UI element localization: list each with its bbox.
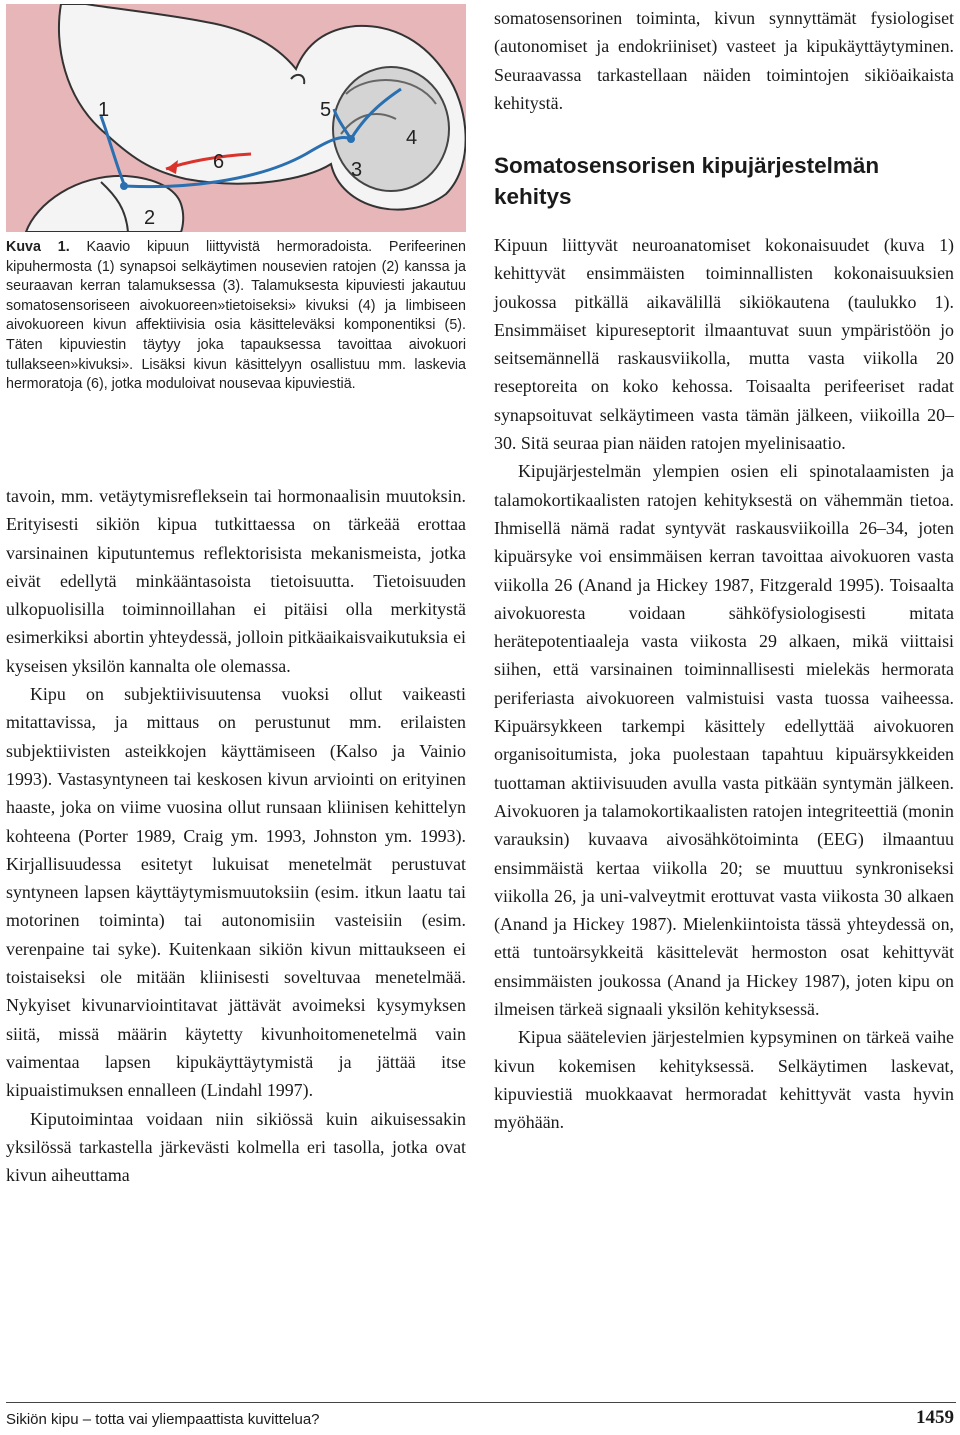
right-paragraph-2: Kipujärjestelmän ylempien osien eli spinotalaamisten ja talamokortikaalisten ratojen kehityksestä on vähemmän tietoa. Ihmisellä nämä radat syntyvät raskausviikoilla 26–34, joten kipuärsyke voi ensimmäisen kerran tavoittaa aivokuoren vasta viikolla 26 (Anand ja Hickey 1987, Fitzgerald 1995). Toisaalta aivokuoresta voidaan sähköfysiologisesti mitata herätepotentiaaleja vasta viikosta 29 alkaen, mikä viittaisi siihen, että varsinainen toiminnallisesti mielekäs hermorata periferiasta aivokuoreen valmistuisi vasta tuossa vaiheessa. Kipuärsykkeen tarkempi käsittely edellyttää aivokuoren organisoitumista, joka puolestaan tapahtuu kipuärsykkeiden tuottaman aktiivisuuden avulla vasta pitkään syntymän jälkeen. Aivokuoren ja talamokortikaalisten ratojen integriteettiä (monin varauksin) kuvaava aivosähkötoiminta (EEG) ilmaantuu ensimmäistä kertaa viikolla 20; se muuttuu synkroniseksi viikolla 26, ja uni-valveytmit erottuvat vasta viikosta 30 alkaen (Anand ja Hickey 1987). Mielenkiintoista tässä yhteydessä on, että tuntoärsykkeitä käsittelevät hermoston osat kehittyvät ensimmäisten joukossa (Anand ja Hickey 1987), joten kipu on ilmeisen tärkeä signaali yksilön kehityksessä. xyxy=(494,461,954,1020)
synapse-dot xyxy=(120,182,128,190)
section-heading: Somatosensorisen kipujärjestelmän kehitys xyxy=(494,153,880,209)
synapse-dot xyxy=(347,135,355,143)
figure-label-3: 3 xyxy=(351,159,363,181)
figure-label-5: 5 xyxy=(320,99,332,121)
figure-label-4: 4 xyxy=(406,127,418,149)
right-paragraph-3: Kipua säätelevien järjestelmien kypsyminen on tärkeä vaihe kivun kokemisen kehityksessä. Selkäytimen laskevat, kipuviestiä muokkaavat hermoradat kehittyvät vasta hyvin myöhään. xyxy=(494,1027,954,1133)
left-paragraph-3: Kiputoimintaa voidaan niin sikiössä kuin aikuisessakin yksilössä tarkastella järkevästi kolmella eri tasolla, jotka ovat kivun aiheuttama xyxy=(6,1108,466,1186)
left-column xyxy=(6,482,466,1189)
figure-label-1: 1 xyxy=(98,99,110,121)
figure-caption xyxy=(6,238,466,395)
fetus-diagram xyxy=(6,4,466,232)
figure-label-2: 2 xyxy=(144,207,156,229)
caption-text: Kaavio kipuun liittyvistä hermoradoista. Perifeerinen kipuhermosta (1) synapsoi selkäytimen nousevien ratojen (2) kanssa ja seuraavan kerran talamuksessa (3). Talamuksesta kipuviesti jakautuu somatosensoriseen aivokuoreen»tietoiseksi» kivuksi (4) ja limbiseen aivokuoreen kivun affektiivisia osia käsitteleväksi komponentiksi (5). Täten kipuviestin täytyy joka tapauksessa tavoittaa aivokuori tullakseen»kivuksi». Lisäksi kivun käsittelyyn osallistuu mm. laskevia hermoratoja (6), jotka moduloivat nousevaa kipuviestiä. xyxy=(6,239,467,393)
right-paragraph-1: Kipuun liittyvät neuroanatomiset kokonaisuudet (kuva 1) kehittyvät ensimmäisten toiminnallisten kokonaisuuksien joukossa pitkällä aikavälillä sikiökautena (taulukko 1). Ensimmäiset kipureseptorit ilmaantuvat suun ympäristöön jo seitsemännellä raskausviikolla, mutta vasta viikolla 20 reseptoreita on koko kehossa. Toisaalta perifeeriset radat synapsoituvat selkäytimeen vasta tämän jälkeen, viikoilla 20–30. Sitä seuraa pian näiden ratojen myelinisaatio. xyxy=(494,235,954,454)
left-paragraph-2: Kipu on subjektiivisuutensa vuoksi ollut vaikeasti mitattavissa, ja mittaus on perustunut mm. erilaisten subjektiivisten asteikkojen käyttämiseen (Kalso ja Vainio 1993). Vastasyntyneen tai keskosen kivun arviointi on erityinen haaste, joka on viime vuosina ollut runsaan kliinisen kehittelyn kohteena (Porter 1989, Craig ym. 1993, Johnston ym. 1993). Kirjallisuudessa esitetyt lukuisat menetelmät perustuvat syntyneen lapsen käyttäytymismuutoksiin (esim. itkun laatu tai motorinen toiminta) tai autonomisiin vasteisiin (esim. verenpaine tai syke). Kuitenkaan sikiön kivun mittaukseen ei toistaiseksi ole mitään kliinisesti soveltuvaa menetelmää. Nykyiset kivunarviointitavat jättävät avoimeksi kysymyksen siitä, missä määrin käytetty kivunhoitomenetelmä vain vaimentaa lapsen kipukäyttäytymistä ja jättää itse kipuaistimuksen ennalleen (Lindahl 1997). xyxy=(6,684,466,1101)
caption-label: Kuva 1. xyxy=(6,239,70,255)
page-footer xyxy=(6,1402,956,1429)
left-paragraph-1: tavoin, mm. vetäytymisrefleksein tai hormonaalisin muutoksin. Erityisesti sikiön kipua tutkittaessa on tärkeää erottaa varsinainen kiputuntemus reflektorisista mekanismeista, jotka eivät edellytä minkääntasoista tietoisuutta. Tietoisuuden ulkopuolisilla toiminnoillahan ei pitäisi olla merkitystä esimerkiksi abortin yhteydessä, jolloin pitkäaikaisvaikutuksia ei kyseisen yksilön kannalta ole olemassa. xyxy=(6,486,466,676)
right-top-paragraph: somatosensorinen toiminta, kivun synnyttämät fysiologiset (autonomiset ja endokriiniset) vasteet ja kipukäyttäytyminen. Seuraavassa tarkastellaan näiden toimintojen sikiöaikaista kehitystä. xyxy=(494,8,954,113)
page-number: 1459 xyxy=(916,1407,954,1428)
footer-title: Sikiön kipu – totta vai yliempaattista kuvittelua? xyxy=(6,1411,320,1428)
right-column xyxy=(494,231,954,1137)
figure-label-6: 6 xyxy=(213,151,225,173)
right-column-top xyxy=(494,4,954,117)
pain-pathway-figure xyxy=(6,4,466,232)
